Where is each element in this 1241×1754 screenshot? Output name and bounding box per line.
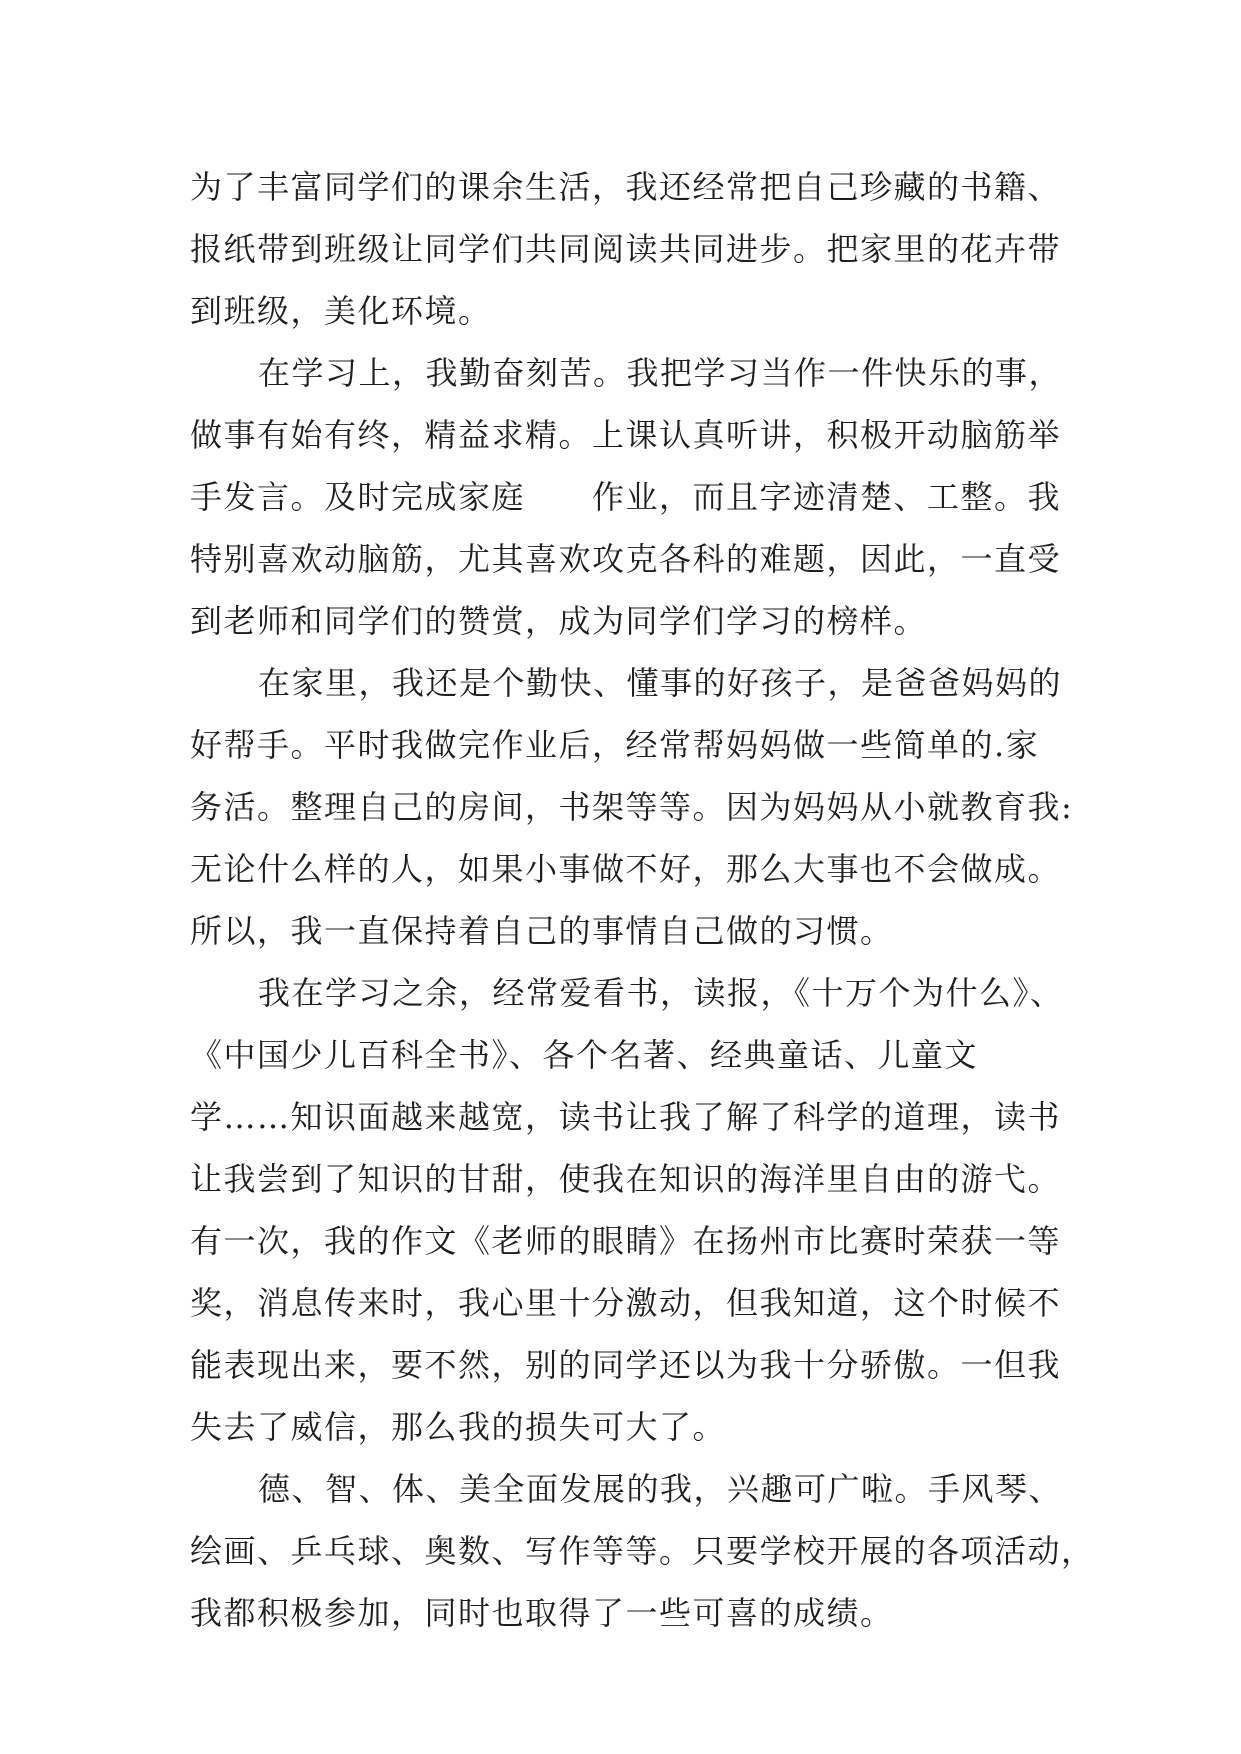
text-line: 失去了威信，那么我的损失可大了。 — [190, 1408, 727, 1446]
text-line: 报纸带到班级让同学们共同阅读共同进步。把家里的花卉带 — [190, 230, 1062, 268]
text-line: 绘画、乒乓球、奥数、写作等等。只要学校开展的各项活动， — [190, 1532, 1095, 1570]
text-line: 到班级，美化环境。 — [190, 292, 492, 330]
text-line: 奖，消息传来时，我心里十分激动，但我知道，这个时候不 — [190, 1284, 1062, 1322]
text-line: 《中国少儿百科全书》、各个名著、经典童话、儿童文 — [190, 1036, 979, 1074]
text-line: 能表现出来，要不然，别的同学还以为我十分骄傲。一但我 — [190, 1346, 1062, 1384]
paragraph-first-line: 我在学习之余，经常爱看书，读报，《十万个为什么》、 — [258, 974, 1064, 1012]
text-line: 有一次，我的作文《老师的眼睛》在扬州市比赛时荣获一等 — [190, 1222, 1062, 1260]
paragraph-first-line: 在家里，我还是个勤快、懂事的好孩子，是爸爸妈妈的 — [258, 664, 1063, 702]
text-line: 手发言。及时完成家庭 作业，而且字迹清楚、工整。我 — [190, 478, 1062, 516]
text-line: 做事有始有终，精益求精。上课认真听讲，积极开动脑筋举 — [190, 416, 1062, 454]
document-body — [190, 156, 1095, 1644]
text-line: 特别喜欢动脑筋，尤其喜欢攻克各科的难题，因此，一直受 — [190, 540, 1062, 578]
text-line: 让我尝到了知识的甘甜，使我在知识的海洋里自由的游弋。 — [190, 1160, 1062, 1198]
paragraph-first-line: 在学习上，我勤奋刻苦。我把学习当作一件快乐的事， — [258, 354, 1063, 392]
text-line: 为了丰富同学们的课余生活，我还经常把自己珍藏的书籍、 — [190, 168, 1062, 206]
text-line: 务活。整理自己的房间，书架等等。因为妈妈从小就教育我: — [190, 788, 1074, 826]
text-line: 好帮手。平时我做完作业后，经常帮妈妈做一些简单的.家 — [190, 726, 1040, 764]
text-line: 到老师和同学们的赞赏，成为同学们学习的榜样。 — [190, 602, 928, 640]
text-line: 我都积极参加，同时也取得了一些可喜的成绩。 — [190, 1594, 894, 1632]
text-line: 所以，我一直保持着自己的事情自己做的习惯。 — [190, 912, 894, 950]
text-line: 无论什么样的人，如果小事做不好，那么大事也不会做成。 — [190, 850, 1062, 888]
paragraph-first-line: 德、智、体、美全面发展的我，兴趣可广啦。手风琴、 — [258, 1470, 1063, 1508]
text-line: 学……知识面越来越宽，读书让我了解了科学的道理，读书 — [190, 1098, 1062, 1136]
